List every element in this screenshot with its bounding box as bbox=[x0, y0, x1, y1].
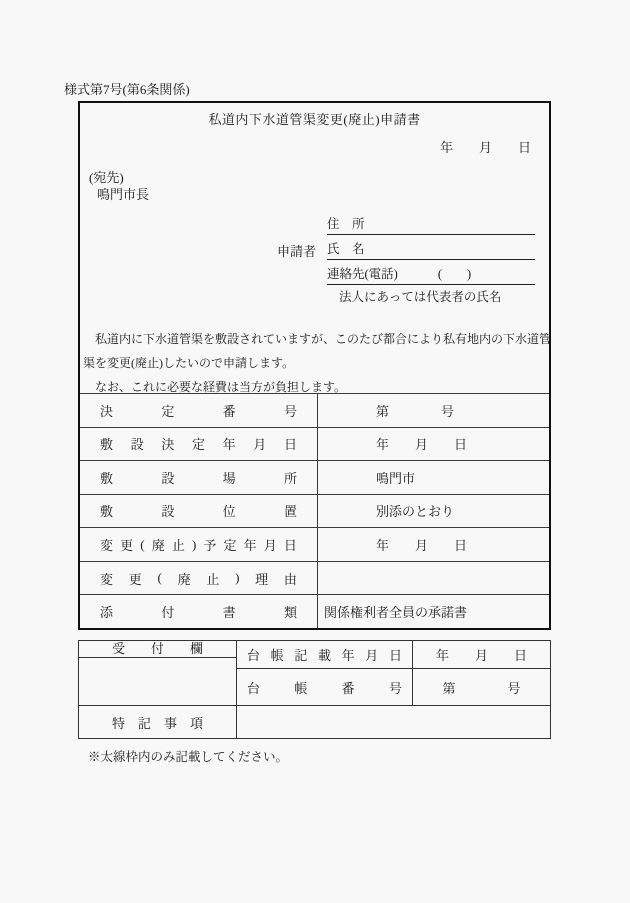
row-value-change-reason bbox=[318, 561, 549, 595]
details-table bbox=[80, 393, 549, 628]
row-value-laying-decision-date: 年 月 日 bbox=[318, 427, 549, 461]
addressee-label: (宛先) bbox=[89, 170, 124, 185]
reception-column bbox=[79, 641, 237, 705]
application-date-line: 年 月 日 bbox=[439, 140, 531, 155]
special-notes-area bbox=[237, 706, 550, 739]
row-label-decision-number: 決 定 番 号 bbox=[80, 393, 318, 427]
reception-table bbox=[78, 640, 551, 739]
row-label-change-scheduled-date: 変 更 ( 廃 止 ) 予 定 年 月 日 bbox=[80, 527, 318, 561]
body-line: なお、これに必要な経費は当方が負担します。 bbox=[83, 380, 347, 394]
ledger-entry-date-label: 台 帳 記 載 年 月 日 bbox=[237, 641, 413, 668]
name-label: 氏 名 bbox=[327, 242, 365, 256]
ledger-number-value: 第 号 bbox=[442, 680, 521, 696]
special-notes-label: 特 記 事 項 bbox=[79, 706, 237, 739]
row-value-decision-number: 第 号 bbox=[318, 393, 549, 427]
contact-label: 連絡先(電話) bbox=[327, 267, 398, 281]
applicant-role-label: 申請者 bbox=[277, 244, 317, 259]
application-form-box bbox=[78, 101, 551, 630]
row-label-laying-position: 敷 設 位 置 bbox=[80, 494, 318, 528]
addressee-name: 鳴門市長 bbox=[97, 187, 150, 202]
phone-parentheses: ( ) bbox=[437, 267, 472, 281]
applicant-address-field bbox=[327, 215, 535, 235]
body-line: 私道内に下水道管渠を敷設されていますが、このたび都合により私有地内の下水道管 bbox=[83, 332, 552, 346]
row-value-laying-position: 別添のとおり bbox=[318, 494, 549, 528]
body-line: 渠を変更(廃止)したいので申請します。 bbox=[83, 356, 295, 370]
application-body-text bbox=[83, 327, 550, 399]
applicant-contact-field bbox=[327, 265, 535, 285]
document-title: 私道内下水道管渠変更(廃止)申請書 bbox=[208, 112, 421, 127]
reception-stamp-area bbox=[79, 658, 236, 705]
row-label-laying-decision-date: 敷 設 決 定 年 月 日 bbox=[80, 427, 318, 461]
ledger-entry-date-value: 年 月 日 bbox=[435, 648, 527, 663]
row-value-attached-documents: 関係権利者全員の承諾書 bbox=[318, 594, 549, 628]
row-label-laying-location: 敷 設 場 所 bbox=[80, 460, 318, 494]
thick-frame-footnote: ※太線枠内のみ記載してください。 bbox=[88, 750, 289, 764]
row-value-laying-location: 鳴門市 bbox=[318, 460, 549, 494]
address-label: 住 所 bbox=[327, 217, 365, 231]
corporate-representative-note: 法人にあっては代表者の氏名 bbox=[339, 290, 502, 304]
row-label-attached-documents: 添 付 書 類 bbox=[80, 594, 318, 628]
form-number-label: 様式第7号(第6条関係) bbox=[64, 82, 190, 97]
reception-column-header: 受 付 欄 bbox=[79, 641, 236, 658]
ledger-number-label: 台 帳 番 号 bbox=[237, 669, 413, 705]
row-value-change-scheduled-date: 年 月 日 bbox=[318, 527, 549, 561]
applicant-name-field bbox=[327, 240, 535, 260]
row-label-change-reason: 変 更 ( 廃 止 ) 理 由 bbox=[80, 561, 318, 595]
